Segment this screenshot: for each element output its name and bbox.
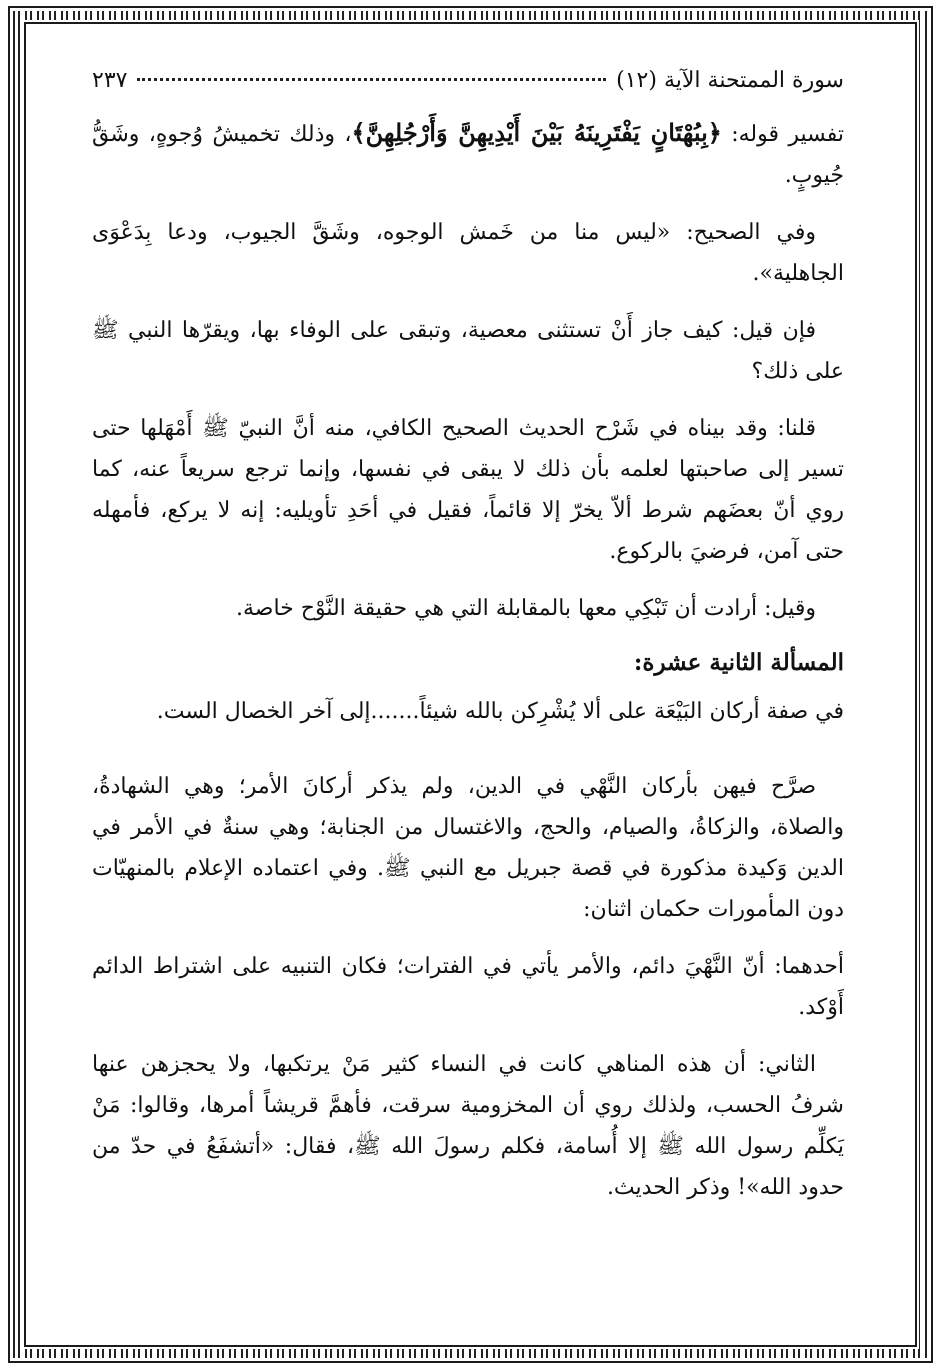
header-dot-leader	[137, 78, 606, 81]
paragraph-4: قلنا: وقد بيناه في شَرْح الحديث الصحيح الكافي، منه أنَّ النبيّ ﷺ أَمْهَلها حتى تسير إلى صاحبتها لعلمه بأن ذلك لا يبقى في نفسها، وإنما ترجع سريعاً عنه، كما روي أنّ بعضَهم شرط ألاّ يخرّ إلا قائماً، فقيل في أحَدِ تأويليه: إنه لا يركع، فأمهله حتى آمن، فرضيَ بالركوع.	[92, 416, 844, 564]
p1-prefix: تفسير قوله:	[721, 122, 845, 147]
running-header	[92, 68, 844, 104]
paragraph-7: صرَّح فيهن بأركان النَّهْي في الدين، ولم يذكر أركانَ الأمر؛ وهي الشهادةُ، والصلاة، والزكاةُ، والصيام، والحج، والاغتسال من الجنابة؛ وهي سنةٌ في الأمر في الدين وَكيدة مذكورة في قصة جبريل مع النبي ﷺ. وفي اعتماده الإعلام بالمنهيّات دون المأمورات حكمان اثنان:	[92, 774, 844, 922]
header-title: سورة الممتحنة الآية (١٢)	[616, 68, 844, 93]
p1-suffix: ، وذلك تخميشُ وُجوهٍ، وشَقُّ جُيوبٍ.	[92, 122, 844, 188]
paragraph-9: الثاني: أن هذه المناهي كانت في النساء كثير مَنْ يرتكبها، ولا يحجزهن عنها شرفُ الحسب، ولذلك روي أن المخزومية سرقت، فأهمَّ قريشاً أمرها، وقالوا: مَنْ يَكلِّم رسول الله ﷺ إلا أُسامة، فكلم رسولَ الله ﷺ، فقال: «أتشفَعُ في حدّ من حدود الله»! وذكر الحديث.	[92, 1052, 844, 1200]
page-content	[92, 68, 844, 1308]
paragraph-3: فإن قيل: كيف جاز أَنْ تستثنى معصية، وتبقى على الوفاء بها، ويقرّها النبي ﷺ على ذلك؟	[92, 318, 844, 384]
paragraph-8: أحدهما: أنّ النَّهْيَ دائم، والأمر يأتي في الفترات؛ فكان التنبيه على اشتراط الدائم أَوْكد.	[92, 954, 844, 1020]
page-number: ٢٣٧	[92, 68, 128, 93]
paragraph-5: وقيل: أرادت أن تَبْكِي معها بالمقابلة التي هي حقيقة النَّوْح خاصة.	[236, 596, 816, 621]
spacer	[92, 748, 844, 766]
paragraph-2: وفي الصحيح: «ليس منا من خَمش الوجوه، وشَقَّ الجيوب، ودعا بِدَعْوَى الجاهلية».	[92, 220, 844, 286]
quran-verse: ﴿بِبُهْتَانٍ يَفْتَرِينَهُ بَيْنَ أَيْدِيهِنَّ وَأَرْجُلِهِنَّ﴾	[351, 118, 722, 147]
paragraph-6: في صفة أركان البَيْعَة على ألا يُشْرِكن بالله شيئاً.......إلى آخر الخصال الست.	[156, 699, 844, 724]
paragraph-1	[92, 112, 844, 196]
section-heading: المسألة الثانية عشرة:	[633, 649, 844, 676]
